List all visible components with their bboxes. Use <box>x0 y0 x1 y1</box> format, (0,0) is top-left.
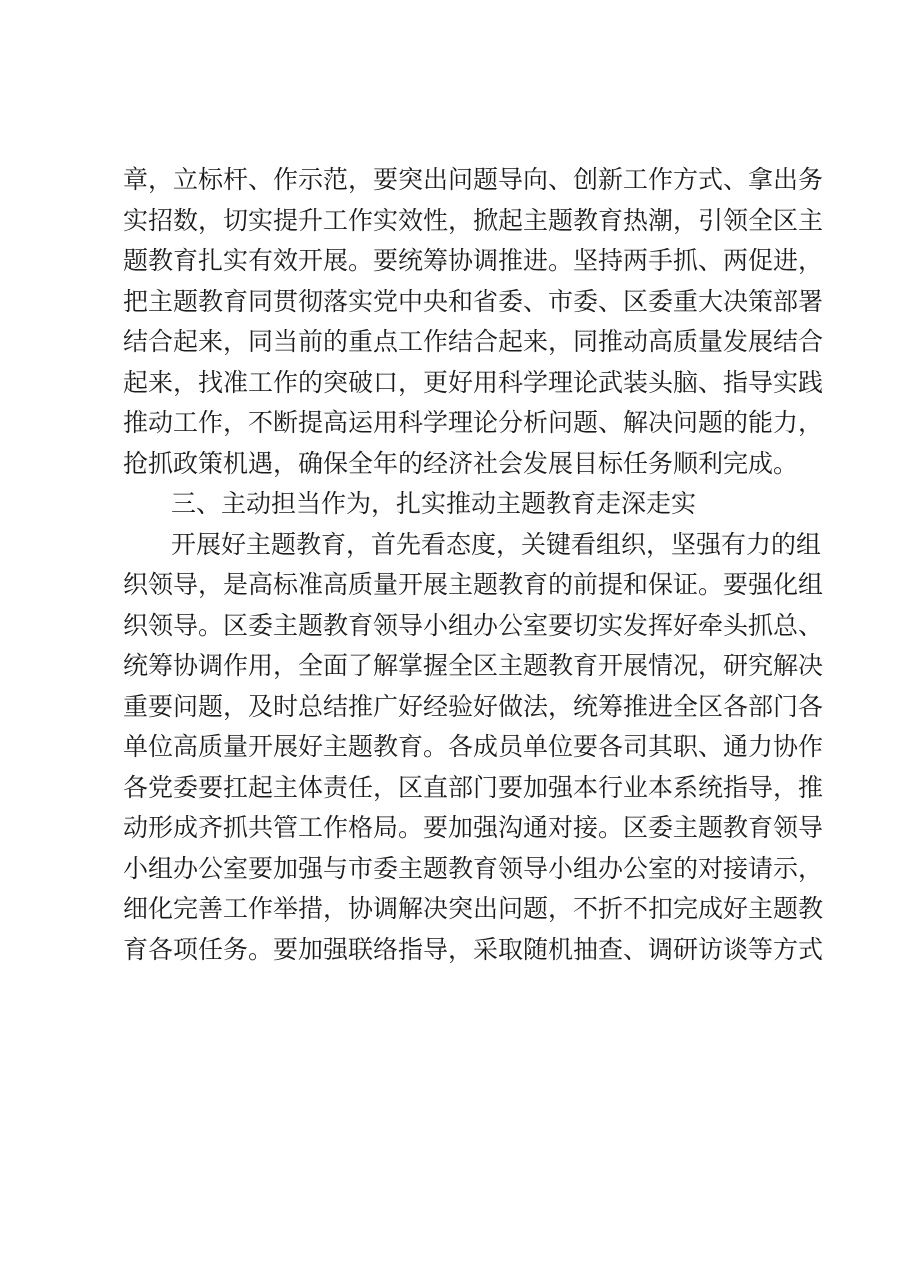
text-line: 细化完善工作举措，协调解决突出问题，不折不扣完成好主题教 <box>123 894 824 923</box>
text-line: 单位高质量开展好主题教育。各成员单位要各司其职、通力协作 <box>123 732 824 761</box>
text-line: 重要问题，及时总结推广好经验好做法，统筹推进全区各部门各 <box>123 691 824 721</box>
text-line: 织领导。区委主题教育领导小组办公室要切实发挥好牵头抓总、 <box>123 610 824 640</box>
text-line: 织领导，是高标准高质量开展主题教育的前提和保证。要强化组 <box>123 570 824 599</box>
text-line-paragraph-end: 抢抓政策机遇，确保全年的经济社会发展目标任务顺利完成。 <box>123 448 799 478</box>
section-heading: 三、主动担当作为，扎实推动主题教育走深走实 <box>171 489 697 518</box>
text-line: 小组办公室要加强与市委主题教育领导小组办公室的对接请示， <box>123 853 824 883</box>
text-line: 推动工作，不断提高运用科学理论分析问题、解决问题的能力， <box>123 408 824 437</box>
text-line: 把主题教育同贯彻落实党中央和省委、市委、区委重大决策部署 <box>123 286 824 316</box>
text-line: 动形成齐抓共管工作格局。要加强沟通对接。区委主题教育领导 <box>123 813 824 842</box>
text-line: 起来，找准工作的突破口，更好用科学理论武装头脑、指导实践 <box>123 367 824 397</box>
text-line: 题教育扎实有效开展。要统筹协调推进。坚持两手抓、两促进， <box>123 246 824 275</box>
text-line: 章，立标杆、作示范，要突出问题导向、创新工作方式、拿出务 <box>123 165 824 194</box>
text-line: 实招数，切实提升工作实效性，掀起主题教育热潮，引领全区主 <box>123 205 824 235</box>
text-line: 各党委要扛起主体责任，区直部门要加强本行业本系统指导，推 <box>123 772 824 802</box>
text-line-paragraph-start: 开展好主题教育，首先看态度，关键看组织，坚强有力的组 <box>171 529 822 559</box>
text-line: 结合起来，同当前的重点工作结合起来，同推动高质量发展结合 <box>123 327 824 356</box>
text-line: 统筹协调作用，全面了解掌握全区主题教育开展情况，研究解决 <box>123 651 824 680</box>
document-body <box>123 160 824 970</box>
text-line: 育各项任务。要加强联络指导，采取随机抽查、调研访谈等方式 <box>123 934 824 964</box>
